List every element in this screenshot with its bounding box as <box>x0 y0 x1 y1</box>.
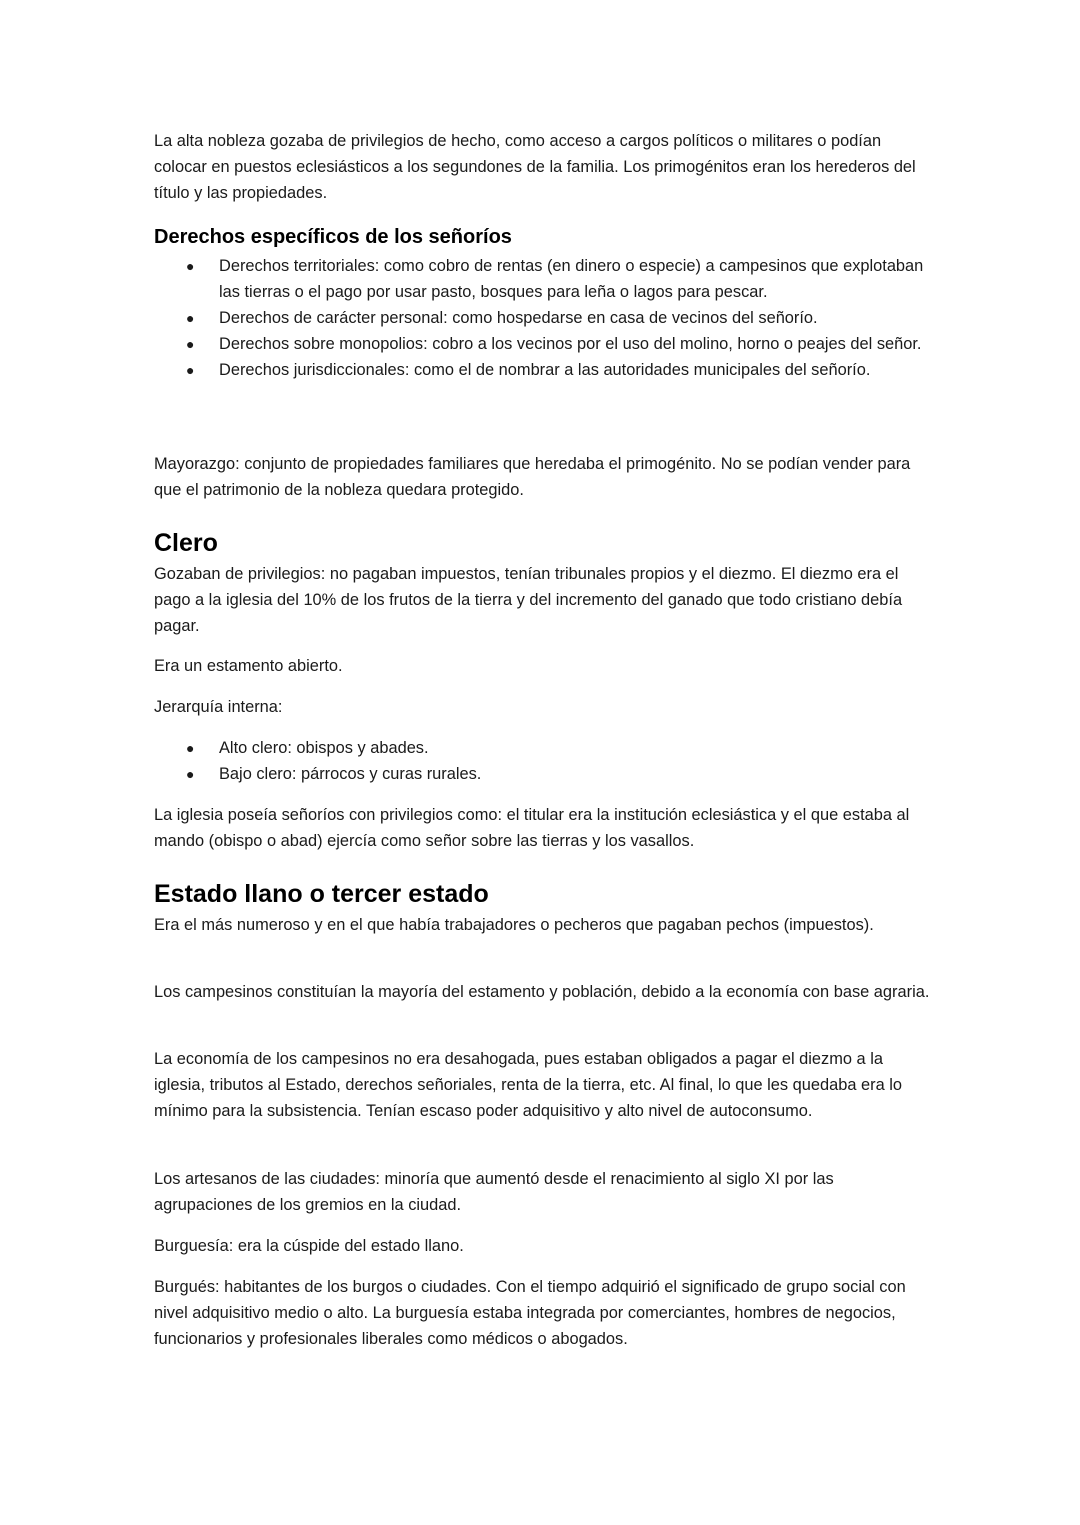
list-item <box>154 735 934 761</box>
list-item-text: Derechos jurisdiccionales: como el de nombrar a las autoridades municipales del señorío. <box>219 361 871 379</box>
list-item-text: Bajo clero: párrocos y curas rurales. <box>219 765 482 783</box>
list-item <box>154 253 934 305</box>
estado-llano-paragraph: Burguesía: era la cúspide del estado llano. <box>154 1237 464 1255</box>
clero-paragraph: Jerarquía interna: <box>154 698 283 716</box>
bullet-icon: ● <box>186 766 195 782</box>
clero-heading: Clero <box>154 529 218 557</box>
list-item <box>154 761 934 787</box>
bullet-icon: ● <box>186 362 195 378</box>
list-item-text: Derechos territoriales: como cobro de rentas (en dinero o especie) a campesinos que explotaban las tierras o el pago por usar pasto, bosques para leña o lagos para pescar. <box>219 257 924 301</box>
list-item <box>154 357 934 383</box>
bullet-icon: ● <box>186 258 195 274</box>
bullet-icon: ● <box>186 310 195 326</box>
senorios-heading: Derechos específicos de los señoríos <box>154 226 512 248</box>
jerarquia-list <box>154 735 934 787</box>
clero-paragraph: Gozaban de privilegios: no pagaban impuestos, tenían tribunales propios y el diezmo. El diezmo era el pago a la iglesia del 10% de los frutos de la tierra y del incremento del ganado que todo cristiano debía pagar. <box>154 565 903 635</box>
list-item-text: Alto clero: obispos y abades. <box>219 739 429 757</box>
estado-llano-paragraph: Los artesanos de las ciudades: minoría que aumentó desde el renacimiento al siglo XI por las agrupaciones de los gremios en la ciudad. <box>154 1170 834 1214</box>
estado-llano-paragraph: Los campesinos constituían la mayoría del estamento y población, debido a la economía con base agraria. <box>154 983 930 1001</box>
nobleza-paragraph: La alta nobleza gozaba de privilegios de hecho, como acceso a cargos políticos o militares o podían colocar en puestos eclesiásticos a los segundones de la familia. Los primogénitos eran los herederos del título y las propiedades. <box>154 132 916 202</box>
mayorazgo-paragraph: Mayorazgo: conjunto de propiedades familiares que heredaba el primogénito. No se podían vender para que el patrimonio de la nobleza quedara protegido. <box>154 455 911 499</box>
list-item-text: Derechos sobre monopolios: cobro a los vecinos por el uso del molino, horno o peajes del señor. <box>219 335 922 353</box>
clero-paragraph: Era un estamento abierto. <box>154 657 343 675</box>
estado-llano-heading: Estado llano o tercer estado <box>154 880 489 908</box>
bullet-icon: ● <box>186 336 195 352</box>
estado-llano-paragraph: Burgués: habitantes de los burgos o ciudades. Con el tiempo adquirió el significado de grupo social con nivel adquisitivo medio o alto. La burguesía estaba integrada por comerciantes, hombres de negocios, funcionarios y profesionales liberales como médicos o abogados. <box>154 1278 906 1348</box>
list-item-text: Derechos de carácter personal: como hospedarse en casa de vecinos del señorío. <box>219 309 818 327</box>
list-item <box>154 331 934 357</box>
estado-llano-paragraph: Era el más numeroso y en el que había trabajadores o pecheros que pagaban pechos (impuestos). <box>154 916 874 934</box>
clero-paragraph: La iglesia poseía señoríos con privilegios como: el titular era la institución eclesiástica y el que estaba al mando (obispo o abad) ejercía como señor sobre las tierras y los vasallos. <box>154 806 910 850</box>
list-item <box>154 305 934 331</box>
estado-llano-paragraph: La economía de los campesinos no era desahogada, pues estaban obligados a pagar el diezmo a la iglesia, tributos al Estado, derechos señoriales, renta de la tierra, etc. Al final, lo que les quedaba era lo mínimo para la subsistencia. Tenían escaso poder adquisitivo y alto nivel de autoconsumo. <box>154 1050 903 1120</box>
senorios-list <box>154 253 934 383</box>
bullet-icon: ● <box>186 740 195 756</box>
